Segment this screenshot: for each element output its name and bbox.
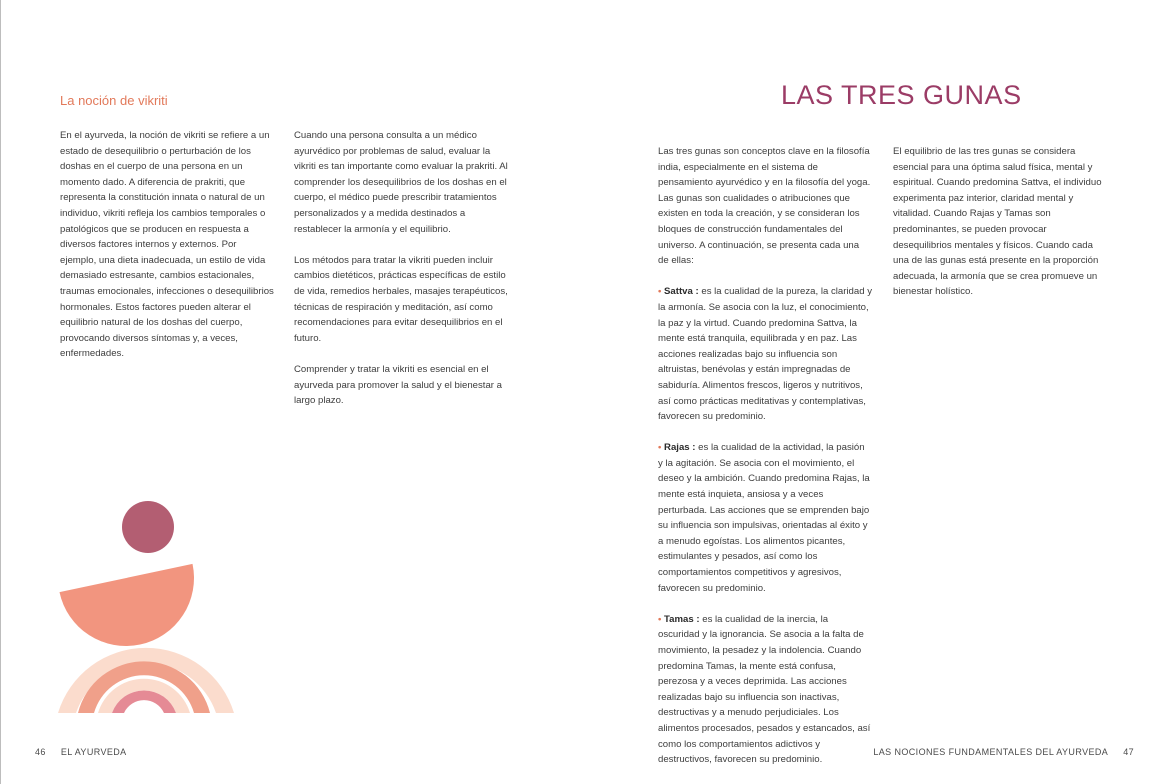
left-page	[0, 0, 579, 784]
guna-text: es la cualidad de la actividad, la pasión y la agitación. Se asocia con el movimiento, el deseo y la ambición. Cuando predomina Rajas, la mente está inquieta, ansiosa y a veces perturbada. Las acciones que se emprenden bajo su influencia son impulsivas, orientadas al éxito y a menudo egoístas. Los alimentos picantes, estimulantes y pesados, así como los comportamientos competitivos y agresivos, favorecen su predominio.	[658, 442, 870, 594]
guna-item-sattva	[658, 284, 872, 424]
left-footer	[35, 747, 127, 757]
guna-name: Tamas :	[664, 613, 700, 625]
section-heading: La noción de vikriti	[60, 93, 168, 108]
paragraph: Comprender y tratar la vikriti es esencial en el ayurveda para promover la salud y el bienestar a largo plazo.	[294, 363, 502, 407]
guna-item-tamas	[658, 612, 872, 768]
bullet-icon: •	[658, 286, 662, 298]
paragraph: En el ayurveda, la noción de vikriti se refiere a un estado de desequilibrio o perturbación de los doshas en el cuerpo de una persona en un momento dado. A diferencia de prakriti, que representa la constitución innata o natural de un individuo, vikriti refleja los cambios temporales o patológicos que se producen en respuesta a diversos factores internos y externos. Por ejemplo, una dieta inadecuada, un estilo de vida demasiado estresante, cambios estacionales, traumas emocionales, infecciones o desequilibrios hormonales. Estos factores pueden alterar el equilibrio natural de los doshas del cuerpo, provocando diversos síntomas y, a veces, enfermedades.	[60, 130, 274, 360]
guna-name: Sattva :	[664, 286, 699, 298]
page-number: 47	[1123, 747, 1134, 757]
left-column-1	[60, 128, 274, 378]
paragraph: El equilibrio de las tres gunas se considera esencial para una óptima salud física, mental y espiritual. Cuando predomina Sattva, el individuo experimenta paz interior, claridad mental y vitalidad. Cuando Rajas y Tamas son predominantes, se pueden provocar desequilibrios mentales y físicos. Cuando cada una de las gunas está presente en la proporción adecuada, la armonía que se crea promueve un bienestar holístico.	[893, 146, 1102, 298]
bullet-icon: •	[658, 442, 662, 454]
right-column-2	[893, 144, 1107, 316]
bullet-icon: •	[658, 613, 662, 625]
guna-item-rajas	[658, 440, 872, 596]
guna-text: es la cualidad de la inercia, la oscuridad y la ignorancia. Se asocia a la falta de movimiento, la pesadez y la indolencia. Cuando predomina Tamas, la mente está confusa, perezosa y a veces deprimida. Las acciones realizadas bajo su influencia son inactivas, destructivas y a menudo perjudiciales. Los alimentos procesados, pesados y estancados, así como los comportamientos adictivos y destructivos, favorecen su predominio.	[658, 613, 871, 766]
paragraph: Cuando una persona consulta a un médico ayurvédico por problemas de salud, evaluar la vikriti es tan importante como evaluar la prakriti. Al comprender los desequilibrios de los doshas en el cuerpo, el médico puede prescribir tratamientos personalizados y a medida destinados a restablecer la armonía y el equilibrio.	[294, 130, 508, 235]
guna-text: es la cualidad de la pureza, la claridad y la armonía. Se asocia con la luz, el conocimiento, la paz y la virtud. Cuando predomina Sattva, la mente está tranquila, equilibrada y en paz. Las acciones realizadas bajo su influencia son altruistas, benévolas y están impregnadas de sabiduría. Alimentos frescos, ligeros y nutritivos, así como prácticas meditativas y contemplativas, favorecen su predominio.	[658, 286, 873, 423]
guna-name: Rajas :	[664, 442, 696, 454]
paragraph: Los métodos para tratar la vikriti pueden incluir cambios dietéticos, prácticas específicas de estilo de vida, remedios herbales, masajes terapéuticos, técnicas de respiración y meditación, así como recomendaciones para evitar desequilibrios en el futuro.	[294, 254, 508, 344]
intro-paragraph: Las tres gunas son conceptos clave en la filosofía india, especialmente en el sistema de pensamiento ayurvédico y en la filosofía del yoga. Las gunas son cualidades o atribuciones que existen en toda la creación, y se consideran los bloques de construcción fundamentales del universo. A continuación, se presenta cada una de ellas:	[658, 146, 871, 267]
right-footer	[873, 747, 1134, 757]
running-title: LAS NOCIONES FUNDAMENTALES DEL AYURVEDA	[873, 747, 1109, 757]
left-column-2	[294, 128, 509, 424]
page-number: 46	[35, 747, 46, 757]
deco-circle	[122, 501, 174, 553]
deco-bowl	[59, 564, 206, 659]
right-column-1	[658, 144, 872, 783]
right-page	[579, 0, 1159, 784]
running-title: EL AYURVEDA	[60, 747, 127, 757]
page-title: LAS TRES GUNAS	[781, 80, 1022, 110]
decorative-illustration	[40, 490, 260, 725]
